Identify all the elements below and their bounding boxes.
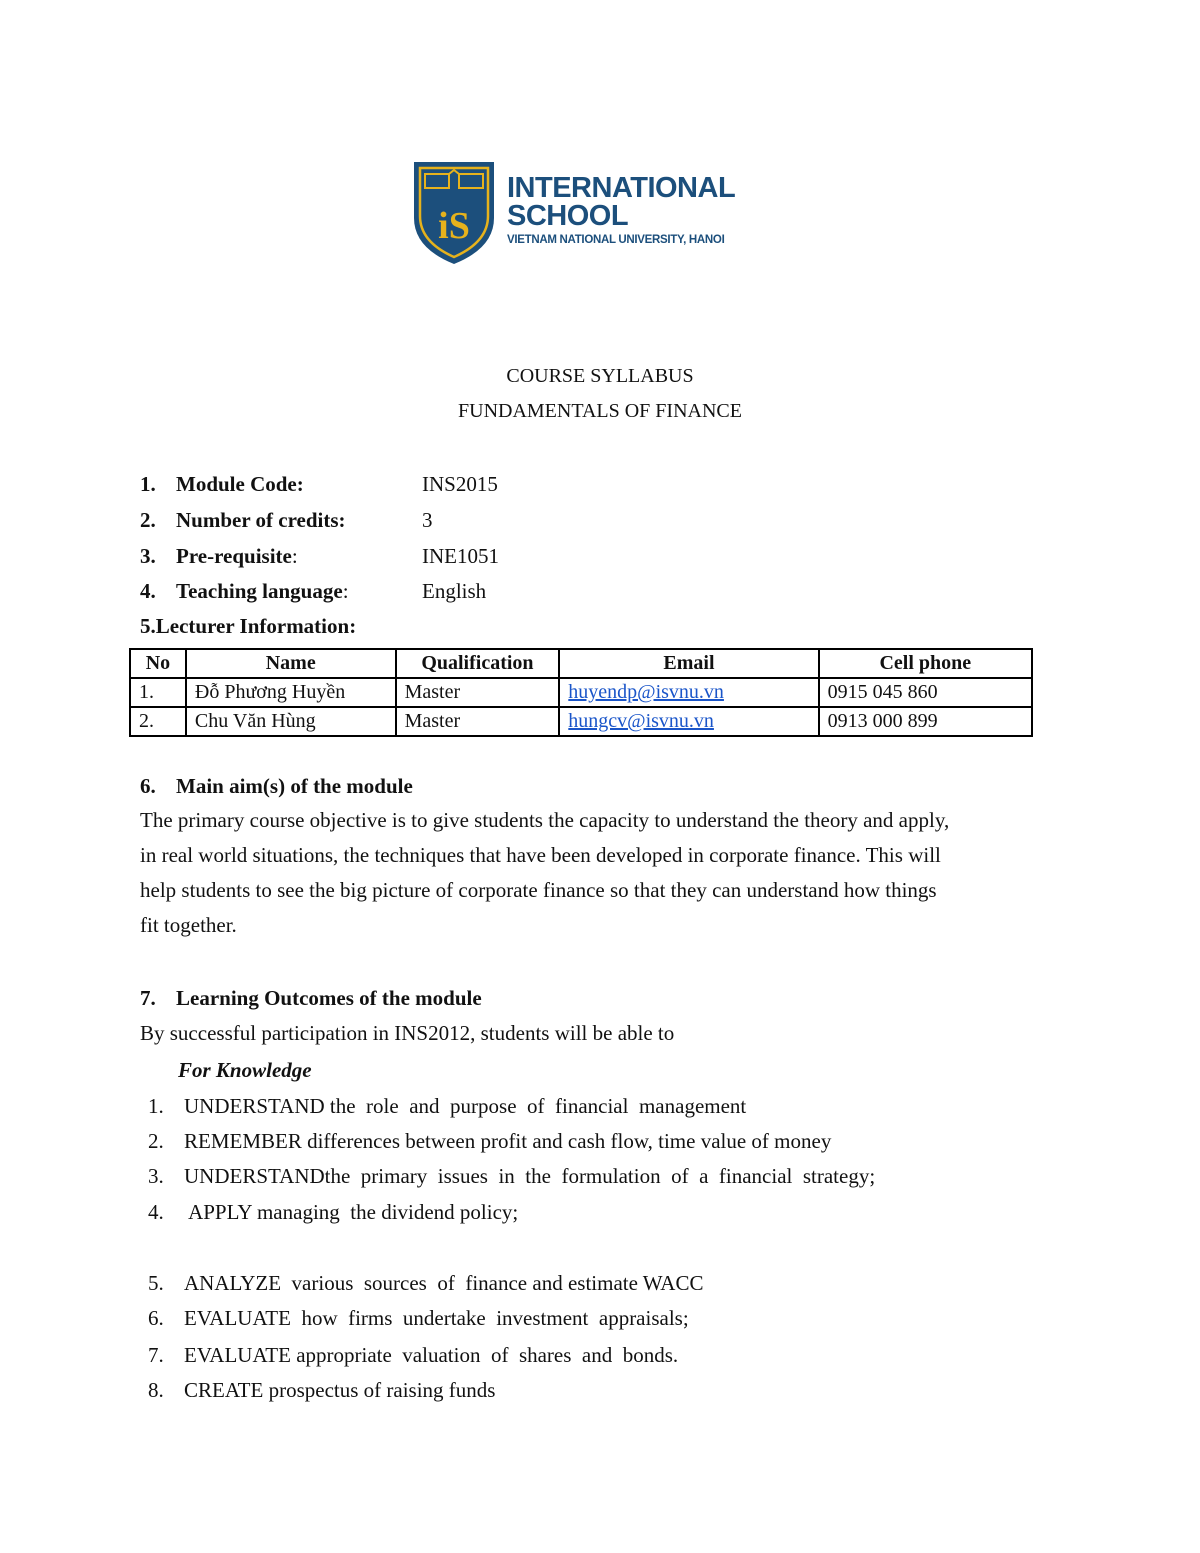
list-item: EVALUATE appropriate valuation of shares and bonds. <box>184 1343 679 1367</box>
info-label-language-wrap <box>176 578 349 604</box>
cell-no: 2. <box>130 707 186 736</box>
list-item: CREATE prospectus of raising funds <box>184 1378 496 1402</box>
outcomes-heading: Learning Outcomes of the module <box>176 986 482 1010</box>
info-label-module-code: Module Code: <box>176 472 304 496</box>
info-label-prerequisite: Pre-requisite <box>176 544 292 568</box>
title-line2: FUNDAMENTALS OF FINANCE <box>458 400 742 422</box>
outcomes-intro: By successful participation in INS2012, students will be able to <box>140 1021 675 1045</box>
school-logo <box>411 158 801 266</box>
logo-emblem-letters: iS <box>438 205 470 247</box>
cell-qualification: Master <box>396 678 560 707</box>
aims-line: help students to see the big picture of corporate finance so that they can understand how things <box>140 878 937 902</box>
header-no: No <box>130 649 186 678</box>
list-item: UNDERSTAND the role and purpose of financial management <box>184 1094 747 1118</box>
logo-line1: INTERNATIONAL <box>507 172 736 204</box>
outcomes-subheading: For Knowledge <box>178 1058 312 1082</box>
header-name: Name <box>186 649 396 678</box>
header-email: Email <box>559 649 818 678</box>
logo-line3: VIETNAM NATIONAL UNIVERSITY, HANOI <box>507 234 725 246</box>
cell-email <box>559 707 818 736</box>
email-link[interactable]: hungcv@isvnu.vn <box>568 710 714 732</box>
info-label-credits: Number of credits: <box>176 508 346 532</box>
cell-name: Đỗ Phương Huyền <box>186 678 396 707</box>
aims-line: The primary course objective is to give students the capacity to understand the theory and apply, <box>140 808 950 832</box>
lecturer-table <box>129 648 1033 737</box>
info-value-prerequisite: INE1051 <box>422 544 499 568</box>
table-row <box>130 678 1032 707</box>
list-item: ANALYZE various sources of finance and estimate WACC <box>184 1271 704 1295</box>
cell-no: 1. <box>130 678 186 707</box>
aims-num: 6. <box>140 774 156 798</box>
cell-phone: 0915 045 860 <box>819 678 1032 707</box>
list-item-num: 7. <box>148 1343 164 1367</box>
header-qualification: Qualification <box>396 649 560 678</box>
info-num-2: 2. <box>140 508 156 532</box>
list-item: REMEMBER differences between profit and cash flow, time value of money <box>184 1129 832 1153</box>
shield-emblem-icon <box>411 158 497 266</box>
info-num-1: 1. <box>140 472 156 496</box>
info-sep-prerequisite: : <box>291 544 298 568</box>
list-item-num: 6. <box>148 1306 164 1330</box>
list-item-num: 1. <box>148 1094 164 1118</box>
logo-line2: SCHOOL <box>507 200 629 232</box>
list-item: APPLY managing the dividend policy; <box>184 1200 519 1224</box>
list-item: UNDERSTANDthe primary issues in the formulation of a financial strategy; <box>184 1164 876 1188</box>
cell-phone: 0913 000 899 <box>819 707 1032 736</box>
aims-line: fit together. <box>140 913 237 937</box>
info-label-language: Teaching language <box>176 579 343 603</box>
header-cell-phone: Cell phone <box>819 649 1032 678</box>
info-sep-language: : <box>342 579 349 603</box>
outcomes-num: 7. <box>140 986 156 1010</box>
cell-qualification: Master <box>396 707 560 736</box>
info-value-language: English <box>422 579 487 603</box>
list-item-num: 5. <box>148 1271 164 1295</box>
list-item-num: 3. <box>148 1164 164 1188</box>
info-value-module-code: INS2015 <box>422 472 498 496</box>
list-item-num: 8. <box>148 1378 164 1402</box>
list-item-num: 4. <box>148 1200 164 1224</box>
aims-paragraph <box>140 803 1060 943</box>
info-label-prerequisite-wrap <box>176 543 298 569</box>
list-item-num: 2. <box>148 1129 164 1153</box>
lecturer-heading: 5.Lecturer Information: <box>140 614 357 638</box>
info-num-4: 4. <box>140 579 156 603</box>
table-row <box>130 707 1032 736</box>
info-num-3: 3. <box>140 544 156 568</box>
list-item: EVALUATE how firms undertake investment appraisals; <box>184 1306 689 1330</box>
aims-line: in real world situations, the techniques that have been developed in corporate finance. This will <box>140 843 941 867</box>
cell-email <box>559 678 818 707</box>
cell-name: Chu Văn Hùng <box>186 707 396 736</box>
info-value-credits: 3 <box>422 508 433 532</box>
table-header-row <box>130 649 1032 678</box>
email-link[interactable]: huyendp@isvnu.vn <box>568 681 724 703</box>
title-line1: COURSE SYLLABUS <box>506 365 694 387</box>
aims-heading: Main aim(s) of the module <box>176 774 413 798</box>
